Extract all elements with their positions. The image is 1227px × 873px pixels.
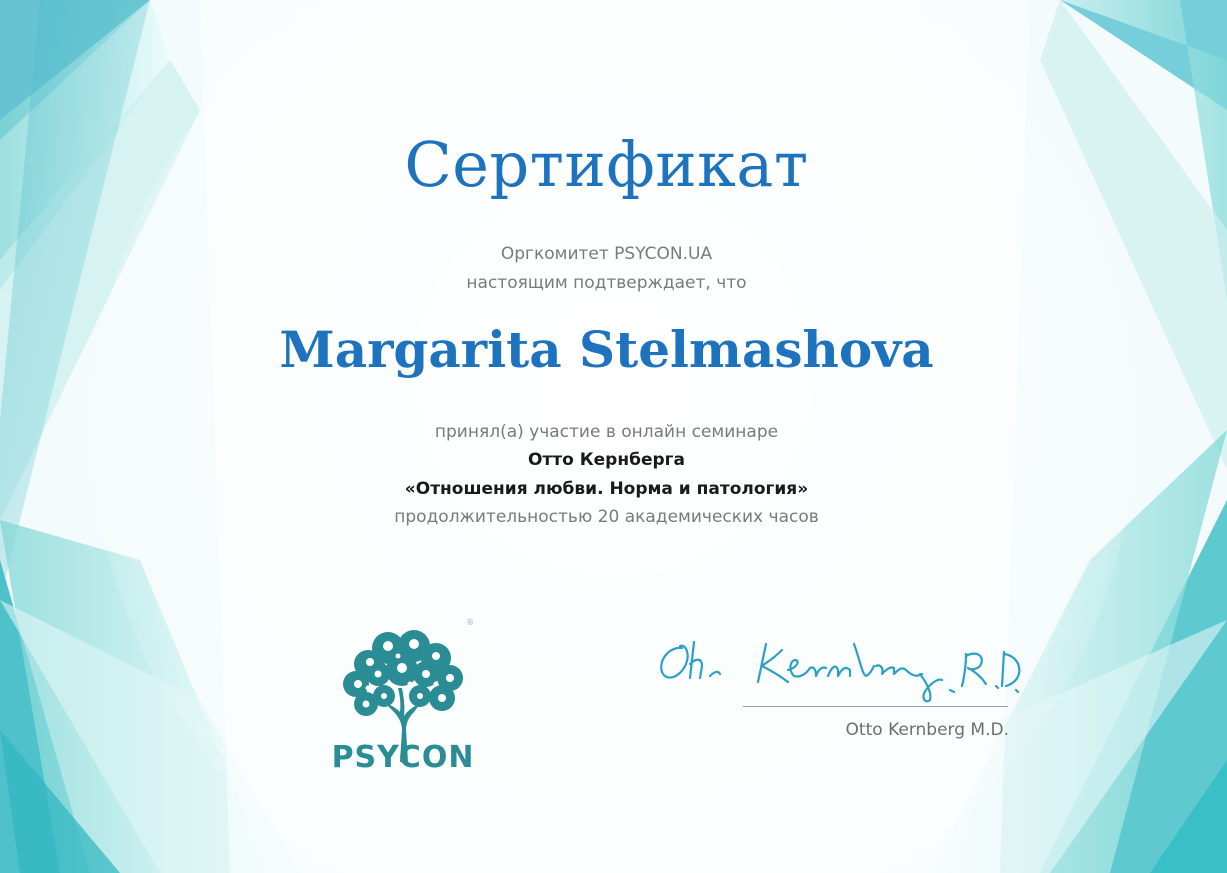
participation-line: принял(а) участие в онлайн семинаре bbox=[434, 422, 779, 442]
signature-line bbox=[743, 706, 1008, 707]
seminar-title: «Отношения любви. Норма и патология» bbox=[404, 479, 809, 499]
handwritten-signature bbox=[650, 630, 1030, 705]
signer-name: Otto Kernberg M.D. bbox=[845, 720, 1009, 740]
registered-mark: ® bbox=[466, 618, 474, 627]
recipient-name: Margarita Stelmashova bbox=[279, 320, 934, 379]
confirm-line: настоящим подтверждает, что bbox=[466, 273, 747, 293]
duration-line: продолжительностью 20 академических часов bbox=[394, 507, 819, 527]
issuer-line: Оргкомитет PSYCON.UA bbox=[500, 244, 713, 264]
speaker-name: Отто Кернберга bbox=[527, 450, 686, 470]
certificate-title: Сертификат bbox=[404, 128, 809, 201]
psycon-logo-text: PSYCON bbox=[331, 740, 475, 775]
